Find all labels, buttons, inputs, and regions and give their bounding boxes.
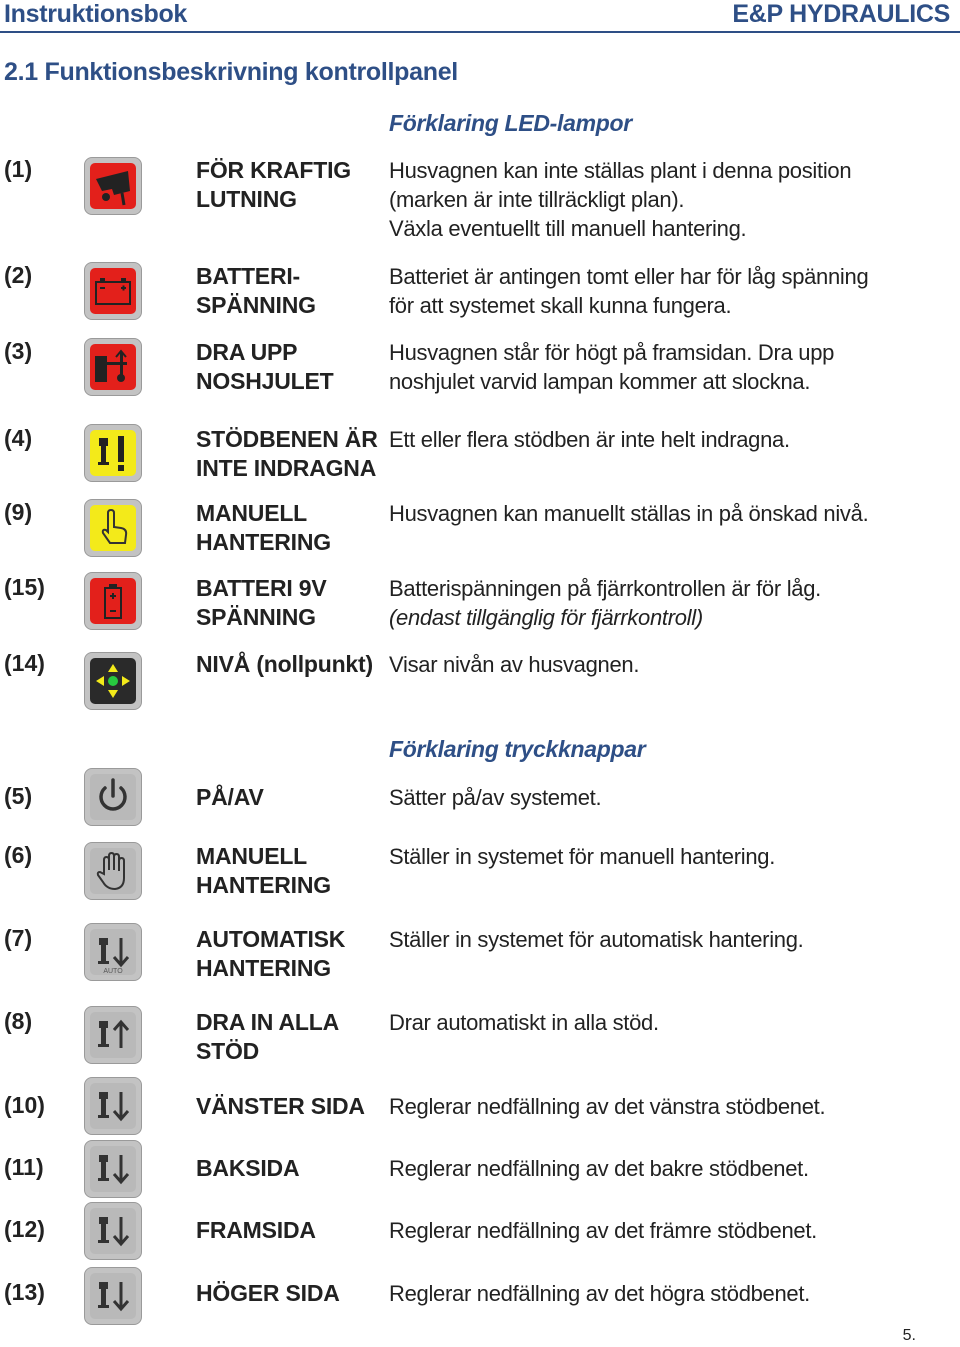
description-note: (endast tillgänglig för fjärrkontroll) xyxy=(389,605,703,630)
brand-name: E&P HYDRAULICS xyxy=(732,0,950,28)
item-label: BATTERI 9V SPÄNNING xyxy=(196,575,327,630)
battery-icon xyxy=(84,262,142,320)
header-divider xyxy=(0,31,960,33)
leg-down-icon xyxy=(84,1140,142,1198)
item-label: FÖR KRAFTIG LUTNING xyxy=(196,157,351,212)
section-title: 2.1 Funktionsbeskrivning kontrollpanel xyxy=(4,58,458,86)
item-label: BATTERI- SPÄNNING xyxy=(196,263,316,318)
button-heading: Förklaring tryckknappar xyxy=(389,736,646,762)
page-number: 5. xyxy=(902,1327,916,1344)
description-line: Reglerar nedfällning av det vänstra stödbenet. xyxy=(389,1094,826,1119)
description-line: (marken är inte tillräckligt plan). xyxy=(389,187,685,212)
item-label: VÄNSTER SIDA xyxy=(196,1093,365,1119)
battery-9v-icon xyxy=(84,572,142,630)
item-description xyxy=(389,338,834,396)
item-description xyxy=(389,1092,825,1121)
item-description xyxy=(389,1216,817,1245)
description-line: Ställer in systemet för automatisk hantering. xyxy=(389,927,804,952)
description-line: Sätter på/av systemet. xyxy=(389,785,602,810)
item-number: (12) xyxy=(4,1216,45,1242)
item-description xyxy=(389,1154,809,1183)
item-number: (13) xyxy=(4,1279,45,1305)
tilt-warning-icon xyxy=(84,157,142,215)
item-description xyxy=(389,1279,810,1308)
description-line: Husvagnen står för högt på framsidan. Dra upp xyxy=(389,340,835,365)
item-label: HÖGER SIDA xyxy=(196,1280,340,1306)
item-description xyxy=(389,499,868,528)
item-number: (6) xyxy=(4,842,33,868)
item-description xyxy=(389,156,851,243)
item-description xyxy=(389,262,868,320)
hand-pointer-icon xyxy=(84,499,142,557)
description-line: noshjulet varvid lampan kommer att slockna. xyxy=(389,369,811,394)
item-label: NIVÅ (nollpunkt) xyxy=(196,651,373,677)
leg-warning-icon xyxy=(84,424,142,482)
item-description xyxy=(389,1008,659,1037)
leg-down-icon xyxy=(84,1077,142,1135)
item-number: (11) xyxy=(4,1154,44,1180)
item-label: MANUELL HANTERING xyxy=(196,500,331,555)
item-number: (15) xyxy=(4,574,45,600)
item-description xyxy=(389,783,601,812)
item-number: (10) xyxy=(4,1092,45,1118)
retract-all-icon xyxy=(84,1006,142,1064)
description-line: Växla eventuellt till manuell hantering. xyxy=(389,216,747,241)
item-label: DRA UPP NOSHJULET xyxy=(196,339,334,394)
item-number: (14) xyxy=(4,650,45,676)
item-label: STÖDBENEN ÄR INTE INDRAGNA xyxy=(196,426,378,481)
item-number: (5) xyxy=(4,783,33,809)
item-number: (3) xyxy=(4,338,33,364)
description-line: Husvagnen kan inte ställas plant i denna position xyxy=(389,158,852,183)
description-line: Husvagnen kan manuellt ställas in på önskad nivå. xyxy=(389,501,869,526)
description-line: Batteriet är antingen tomt eller har för låg spänning xyxy=(389,264,869,289)
description-line: Visar nivån av husvagnen. xyxy=(389,652,640,677)
item-label: FRAMSIDA xyxy=(196,1217,316,1243)
description-line: Ett eller flera stödben är inte helt indragna. xyxy=(389,427,790,452)
item-description xyxy=(389,925,803,954)
description-line: Batterispänningen på fjärrkontrollen är för låg. xyxy=(389,576,821,601)
item-number: (9) xyxy=(4,499,33,525)
led-heading: Förklaring LED-lampor xyxy=(389,110,632,136)
item-description xyxy=(389,425,790,454)
item-label: PÅ/AV xyxy=(196,784,264,810)
description-line: Reglerar nedfällning av det bakre stödbenet. xyxy=(389,1156,809,1181)
description-line: för att systemet skall kunna fungera. xyxy=(389,293,732,318)
item-label: DRA IN ALLA STÖD xyxy=(196,1009,340,1064)
manual-title: Instruktionsbok xyxy=(4,0,188,28)
item-description xyxy=(389,574,821,632)
item-description xyxy=(389,842,775,871)
item-label: MANUELL HANTERING xyxy=(196,843,331,898)
item-number: (1) xyxy=(4,156,33,182)
item-label: AUTOMATISK HANTERING xyxy=(196,926,346,981)
jockey-wheel-icon xyxy=(84,338,142,396)
item-label: BAKSIDA xyxy=(196,1155,300,1181)
description-line: Drar automatiskt in alla stöd. xyxy=(389,1010,659,1035)
level-arrows-icon xyxy=(84,652,142,710)
item-number: (2) xyxy=(4,262,33,288)
description-line: Ställer in systemet för manuell hantering. xyxy=(389,844,776,869)
item-number: (8) xyxy=(4,1008,33,1034)
description-line: Reglerar nedfällning av det högra stödbenet. xyxy=(389,1281,810,1306)
auto-leg-icon xyxy=(84,923,142,981)
item-description xyxy=(389,650,639,679)
leg-down-icon xyxy=(84,1202,142,1260)
item-number: (7) xyxy=(4,925,33,951)
item-number: (4) xyxy=(4,425,33,451)
power-icon xyxy=(84,768,142,826)
description-line: Reglerar nedfällning av det främre stödbenet. xyxy=(389,1218,817,1243)
hand-icon xyxy=(84,842,142,900)
leg-down-icon xyxy=(84,1267,142,1325)
svg-text:AUTO: AUTO xyxy=(103,968,123,975)
